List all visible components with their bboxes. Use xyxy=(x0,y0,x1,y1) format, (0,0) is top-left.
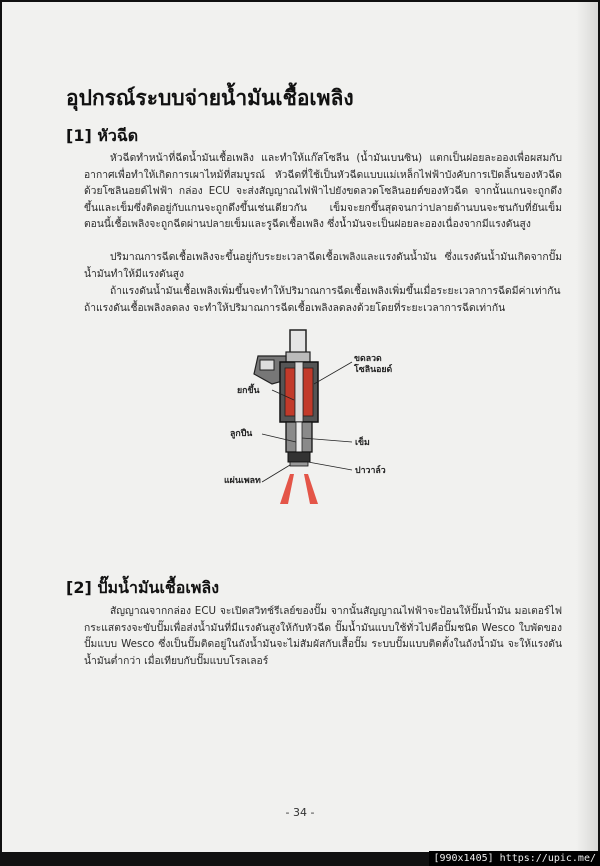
leader-coil xyxy=(314,362,352,384)
solenoid-coil-left xyxy=(285,368,295,416)
fuel-spray-right xyxy=(304,474,318,504)
section-heading-injector: [1] หัวฉีด xyxy=(66,126,139,145)
section-heading-fuel-pump: [2] ปั๊มน้ำมันเชื้อเพลิง xyxy=(66,578,220,597)
label-needle: เข็ม xyxy=(355,438,370,448)
watermark[interactable]: [990x1405] https://upic.me/ xyxy=(429,851,600,866)
page-title: อุปกรณ์ระบบจ่ายน้ำมันเชื้อเพลิง xyxy=(66,86,354,110)
label-solenoid-coil: ขดลวด โซลินอยด์ xyxy=(354,354,393,375)
connector-socket xyxy=(260,360,274,370)
paragraph-fuel-pump: สัญญาณจากกล่อง ECU จะเปิดสวิทช์รีเลย์ของปั๊ม จากนั้นสัญญาณไฟฟ้าจะป้อนให้ปั๊มน้ำมัน มอเตอร์ไฟกระแสตรงจะขับปั๊มเพื่อส่งน้ำมันที่มีแรงดันสูงให้กับหัวฉีด ปั๊มน้ำมันแบบใช้ทั่วไปคือปั๊มชนิด Wesco ใบพัดของปั๊มแบบ Wesco ซึ่งเป็นปั๊มติดอยู่ในถังน้ำมันจะไม่สัมผัสกับเสื้อปั๊ม ระบบปั๊มแบบติดตั้งในถังน้ำมัน จะให้แรงดันน้ำมันต่ำกว่า เมื่อเทียบกับปั๊มแบบโรลเลอร์ xyxy=(84,605,562,667)
paragraph-injection-quantity: ปริมาณการฉีดเชื้อเพลิงจะขึ้นอยู่กับระยะเวลาฉีดเชื้อเพลิงและแรงดันน้ำมัน ซึ่งแรงดันน้ำมันเกิดจากปั๊มน้ำมันทำให้มีแรงดันสูง xyxy=(84,251,562,280)
label-lift: ยกขึ้น xyxy=(237,386,260,396)
fuel-spray-left xyxy=(280,474,294,504)
nozzle-tip xyxy=(288,452,310,462)
page-number: - 34 - xyxy=(285,806,315,819)
leader-plate xyxy=(262,465,290,482)
injector-diagram xyxy=(232,322,432,522)
fuel-inlet xyxy=(290,330,306,354)
orifice-plate xyxy=(290,462,308,466)
leader-valve xyxy=(308,462,352,470)
label-plunger: ลูกปืน xyxy=(230,429,253,439)
document-page xyxy=(2,2,598,852)
inlet-collar xyxy=(286,352,310,362)
label-plate: แผ่นเพลท xyxy=(224,476,261,486)
label-valve: ปาวาล์ว xyxy=(355,466,386,476)
paragraph-injector-function: หัวฉีดทำหน้าที่ฉีดน้ำมันเชื้อเพลิง และทำให้แก๊สโซลีน (น้ำมันเบนซิน) แตกเป็นฝอยละอองเพื่อผสมกับอากาศเพื่อทำให้เกิดการเผาไหม้ที่สมบูรณ์ หัวฉีดที่ใช้เป็นหัวฉีดแบบแม่เหล็กไฟฟ้าบังคับการเปิดลิ้นของหัวฉีดด้วยโซลินอยด์ไฟฟ้า กล่อง ECU จะส่งสัญญาณไฟฟ้าไปยังขดลวดโซลินอยด์ของหัวฉีด จากนั้นแกนจะถูกดึงขึ้นและเข็มซึ่งติดอยู่กับแกนจะถูกดึงขึ้นเช่นเดียวกัน เข็มจะยกขึ้นสุดจนกว่าปลายด้านบนจะชนกับที่ยันเข็ม ตอนนี้เชื้อเพลิงจะถูกฉีดผ่านปลายเข็มและรูฉีดเชื้อเพลิง ซึ่งน้ำมันจะเป็นฝอยละอองเนื่องจากมีแรงดันสูง xyxy=(84,152,562,231)
solenoid-coil-right xyxy=(303,368,313,416)
paragraph-fuel-pressure: ถ้าแรงดันน้ำมันเชื้อเพลิงเพิ่มขึ้นจะทำให้ปริมาณการฉีดเชื้อเพลิงเพิ่มขึ้นเมื่อระยะเวลาการฉีดมีค่าเท่ากัน ถ้าแรงดันเชื้อเพลิงลดลง จะทำให้ปริมาณการฉีดเชื้อเพลิงลดลงด้วยโดยที่ระยะเวลาการฉีดเท่ากัน xyxy=(84,285,561,314)
